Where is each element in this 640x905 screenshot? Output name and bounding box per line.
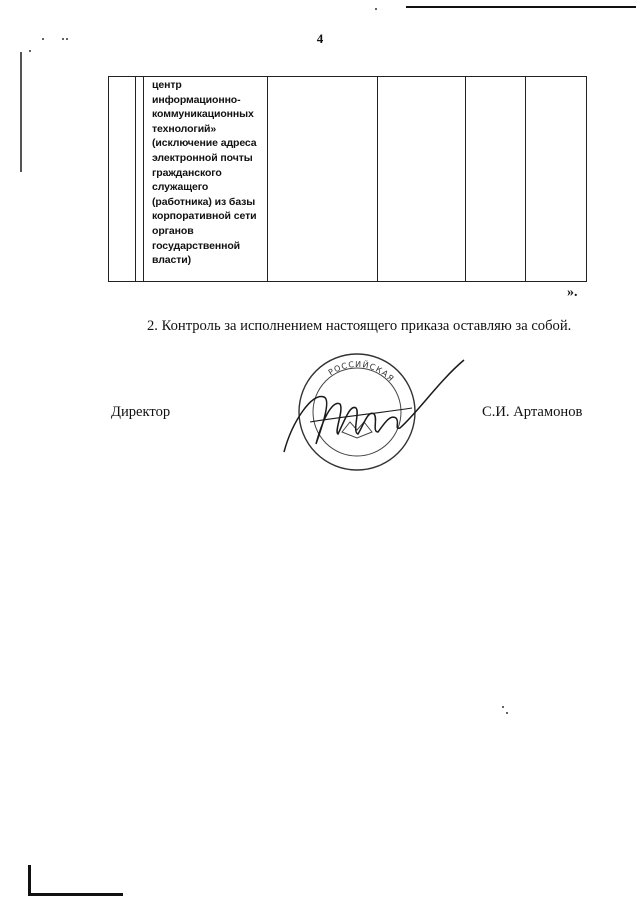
table-cell <box>466 77 526 282</box>
official-stamp-with-signature <box>272 352 472 482</box>
page-number: 4 <box>316 31 324 46</box>
paragraph-control-clause: 2. Контроль за исполнением настоящего приказа оставляю за собой. <box>147 318 572 334</box>
scan-edge-top-line <box>406 6 636 8</box>
table-row <box>109 77 587 282</box>
scan-edge-bottom-left-vertical <box>28 865 31 895</box>
table-cell-description <box>144 77 268 282</box>
scan-speck <box>502 706 504 708</box>
table-cell <box>526 77 587 282</box>
scan-speck <box>506 712 508 714</box>
table-cell <box>268 77 378 282</box>
scan-edge-left-line <box>20 52 22 172</box>
document-table <box>108 76 587 282</box>
table-cell <box>378 77 466 282</box>
scan-speck <box>29 50 31 52</box>
table-cell <box>109 77 136 282</box>
table-cell-text: центр информационно- коммуникационных технологий» (исключение адреса электронной почты гражданского служащего (работника) из базы корпоративной сети органов государственной власти) <box>152 79 257 267</box>
closing-quote: ». <box>567 285 578 300</box>
signer-name: С.И. Артамонов <box>482 404 583 420</box>
scan-edge-bottom-left-horizontal <box>28 893 123 896</box>
table-cell <box>136 77 144 282</box>
scan-speck <box>375 8 377 10</box>
svg-text:РОССИЙСКАЯ: РОССИЙСКАЯ <box>326 359 396 384</box>
signer-title: Директор <box>111 404 171 420</box>
